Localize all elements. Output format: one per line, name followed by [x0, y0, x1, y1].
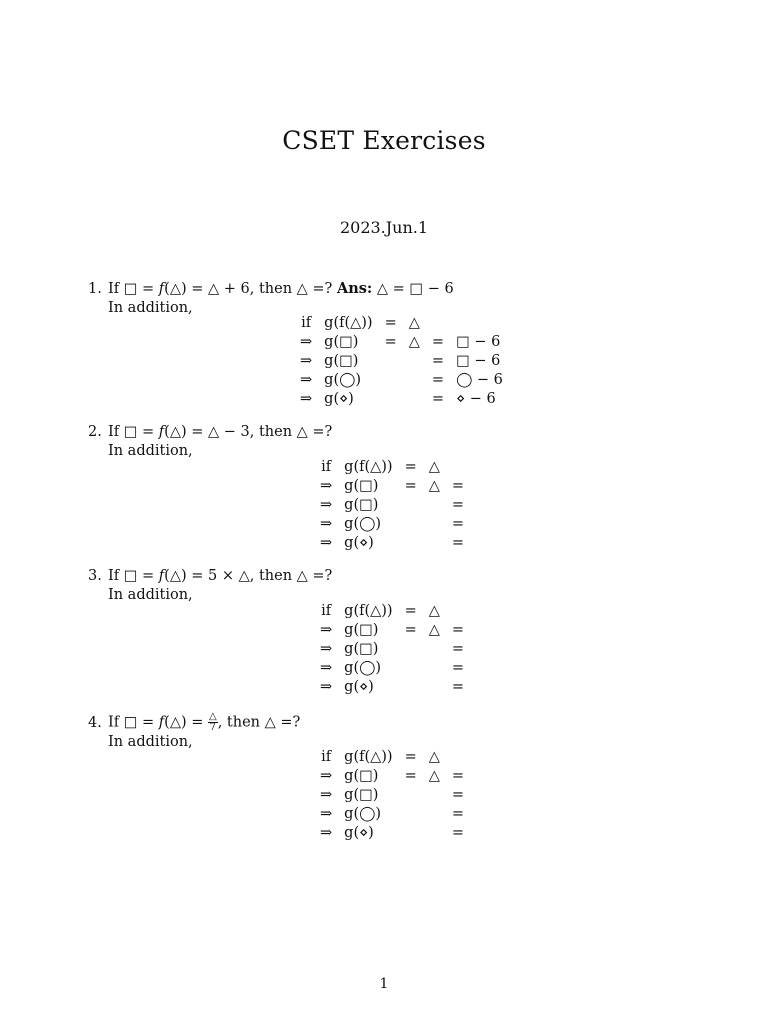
question-text: If □ =: [108, 714, 159, 731]
row-lead: if: [321, 459, 332, 475]
function-symbol: f: [158, 568, 165, 584]
row-middle: [423, 678, 446, 697]
row-middle: [423, 640, 446, 659]
row-equals: =: [451, 806, 465, 822]
row-middle: △: [408, 315, 420, 331]
row-rhs: □ − 6: [456, 334, 501, 350]
row-equals: [446, 748, 470, 767]
problem-number: 1.: [88, 281, 102, 297]
row-lead: ⇒: [320, 478, 333, 494]
row-middle: △: [408, 334, 420, 350]
row-equals: =: [451, 516, 465, 532]
in-addition-text: In addition,: [108, 587, 193, 603]
fraction: [208, 712, 218, 733]
row-lead: ⇒: [300, 391, 313, 407]
row-lead: ⇒: [320, 806, 333, 822]
row-equals: [399, 805, 423, 824]
row-rhs: □ − 6: [456, 353, 501, 369]
derivation-row: [314, 496, 482, 515]
function-symbol: f: [158, 281, 165, 297]
row-equals: =: [451, 622, 465, 638]
row-middle: [423, 805, 446, 824]
derivation-row: [314, 458, 482, 477]
row-middle: △: [428, 622, 440, 638]
row-lead: ⇒: [320, 516, 333, 532]
row-middle: [423, 515, 446, 534]
derivation-row: [314, 621, 482, 640]
derivation-row: [314, 534, 482, 553]
row-lead: ⇒: [320, 535, 333, 551]
row-lhs: g(◯): [344, 806, 381, 822]
row-equals: =: [431, 353, 445, 369]
row-equals: =: [431, 372, 445, 388]
row-middle: [403, 390, 426, 409]
row-equals: [399, 678, 423, 697]
row-rhs: [470, 767, 482, 786]
question-text: , then △ =?: [217, 714, 301, 731]
question-text: (△) = 5 × △, then △ =?: [164, 568, 333, 584]
row-lhs: g(⋄): [344, 679, 374, 695]
row-equals: =: [404, 459, 417, 475]
row-lead: if: [321, 603, 332, 619]
row-equals: [399, 786, 423, 805]
derivation-row: [314, 786, 482, 805]
row-rhs: [470, 824, 482, 843]
row-equals: =: [404, 768, 417, 784]
row-equals: =: [384, 334, 397, 350]
row-lead: if: [321, 749, 332, 765]
derivation-row: [314, 659, 482, 678]
fraction-numerator: △: [209, 711, 217, 722]
row-rhs: [470, 602, 482, 621]
derivation-row: [314, 678, 482, 697]
row-middle: [423, 496, 446, 515]
row-equals: =: [431, 391, 445, 407]
question-text: If □ =: [108, 424, 159, 440]
derivation-row: [294, 352, 509, 371]
row-lhs: g(□): [344, 622, 379, 638]
row-rhs: [470, 515, 482, 534]
problem-question: [88, 567, 688, 586]
row-lhs: g(□): [344, 768, 379, 784]
in-addition-text: In addition,: [108, 734, 193, 750]
row-equals: [399, 496, 423, 515]
derivation-row: [294, 314, 509, 333]
row-lhs: g(□): [344, 641, 379, 657]
row-lhs: g(⋄): [324, 391, 354, 407]
row-lhs: g(□): [324, 334, 359, 350]
row-equals: [446, 602, 470, 621]
row-rhs: [470, 477, 482, 496]
row-rhs: [470, 640, 482, 659]
row-lhs: g(f(△)): [344, 749, 393, 765]
row-equals: =: [451, 497, 465, 513]
problem-question: [88, 423, 688, 442]
derivation-row: [294, 371, 509, 390]
question-text: If □ =: [108, 568, 159, 584]
row-equals: [426, 314, 450, 333]
row-middle: [403, 371, 426, 390]
derivation-row: [314, 805, 482, 824]
problem-3: [88, 567, 688, 605]
derivation-row: [314, 515, 482, 534]
row-equals: [399, 640, 423, 659]
derivation-row: [314, 640, 482, 659]
in-addition-text: In addition,: [108, 300, 193, 316]
problem-question: [88, 712, 688, 733]
row-lhs: g(◯): [344, 660, 381, 676]
row-equals: =: [451, 478, 465, 494]
row-middle: [423, 786, 446, 805]
row-rhs: [470, 748, 482, 767]
row-equals: [446, 458, 470, 477]
row-equals: =: [404, 749, 417, 765]
derivation-row: [314, 824, 482, 843]
row-middle: [403, 352, 426, 371]
row-lhs: g(□): [344, 787, 379, 803]
row-lead: ⇒: [300, 334, 313, 350]
problem-1: [88, 279, 688, 318]
derivation-row: [314, 767, 482, 786]
question-text: (△) = △ − 3, then △ =?: [164, 424, 333, 440]
question-text: (△) =: [164, 714, 208, 731]
document-date: 2023.Jun.1: [339, 218, 429, 237]
row-lhs: g(□): [344, 497, 379, 513]
row-equals: [379, 390, 403, 409]
row-rhs: [470, 678, 482, 697]
row-equals: [399, 515, 423, 534]
page-number: 1: [379, 976, 389, 992]
problem-number: 3.: [88, 568, 102, 584]
row-rhs: [470, 496, 482, 515]
row-equals: =: [451, 641, 465, 657]
row-rhs: [470, 805, 482, 824]
function-symbol: f: [158, 424, 165, 440]
row-equals: =: [451, 660, 465, 676]
row-middle: △: [428, 478, 440, 494]
derivation-row: [314, 477, 482, 496]
problem-number: 2.: [88, 424, 102, 440]
row-lhs: g(◯): [324, 372, 361, 388]
row-equals: =: [404, 622, 417, 638]
in-addition-text: In addition,: [108, 443, 193, 459]
row-middle: △: [428, 603, 440, 619]
row-rhs: [470, 786, 482, 805]
problem-number: 4.: [88, 714, 102, 731]
row-rhs: [470, 534, 482, 553]
row-middle: [423, 824, 446, 843]
row-lhs: g(f(△)): [324, 315, 373, 331]
row-middle: △: [428, 749, 440, 765]
row-lead: ⇒: [300, 353, 313, 369]
row-lead: ⇒: [300, 372, 313, 388]
question-text: If □ =: [108, 281, 159, 297]
answer-text: △ = □ − 6: [372, 281, 454, 297]
derivation-table-1: [294, 314, 509, 409]
row-lhs: g(□): [344, 478, 379, 494]
row-lhs: g(⋄): [344, 535, 374, 551]
row-equals: [399, 659, 423, 678]
derivation-row: [294, 333, 509, 352]
row-rhs: [450, 314, 509, 333]
problem-2: [88, 423, 688, 461]
derivation-row: [314, 748, 482, 767]
question-text: (△) = △ + 6, then △ =?: [164, 281, 333, 297]
derivation-row: [314, 602, 482, 621]
row-lhs: g(□): [324, 353, 359, 369]
row-rhs: [470, 621, 482, 640]
row-lead: ⇒: [320, 679, 333, 695]
fraction-denominator: 7: [209, 722, 217, 733]
row-lead: ⇒: [320, 787, 333, 803]
row-lead: ⇒: [320, 622, 333, 638]
row-equals: [399, 534, 423, 553]
row-lead: ⇒: [320, 641, 333, 657]
row-rhs: [470, 458, 482, 477]
row-equals: =: [431, 334, 445, 350]
row-rhs: ◯ − 6: [456, 372, 503, 388]
row-equals: =: [451, 679, 465, 695]
row-equals: [399, 824, 423, 843]
derivation-table-2: [314, 458, 482, 553]
row-lead: ⇒: [320, 768, 333, 784]
derivation-row: [294, 390, 509, 409]
row-equals: [379, 352, 403, 371]
row-equals: =: [451, 787, 465, 803]
row-lhs: g(f(△)): [344, 459, 393, 475]
row-middle: △: [428, 768, 440, 784]
row-equals: =: [404, 603, 417, 619]
row-middle: [423, 659, 446, 678]
problem-4: [88, 712, 688, 752]
row-lhs: g(f(△)): [344, 603, 393, 619]
row-equals: =: [451, 825, 465, 841]
row-lhs: g(◯): [344, 516, 381, 532]
row-rhs: ⋄ − 6: [456, 391, 496, 407]
derivation-table-3: [314, 602, 482, 697]
row-rhs: [470, 659, 482, 678]
row-equals: =: [451, 535, 465, 551]
row-lhs: g(⋄): [344, 825, 374, 841]
row-equals: =: [384, 315, 397, 331]
problem-question: [88, 279, 688, 299]
answer-label: Ans:: [336, 280, 373, 297]
row-equals: [379, 371, 403, 390]
row-equals: =: [404, 478, 417, 494]
row-lead: ⇒: [320, 825, 333, 841]
row-lead: if: [301, 315, 312, 331]
row-middle: △: [428, 459, 440, 475]
row-middle: [423, 534, 446, 553]
row-lead: ⇒: [320, 497, 333, 513]
function-symbol: f: [158, 714, 165, 731]
row-equals: =: [451, 768, 465, 784]
row-lead: ⇒: [320, 660, 333, 676]
derivation-table-4: [314, 748, 482, 843]
document-title: CSET Exercises: [282, 126, 486, 155]
